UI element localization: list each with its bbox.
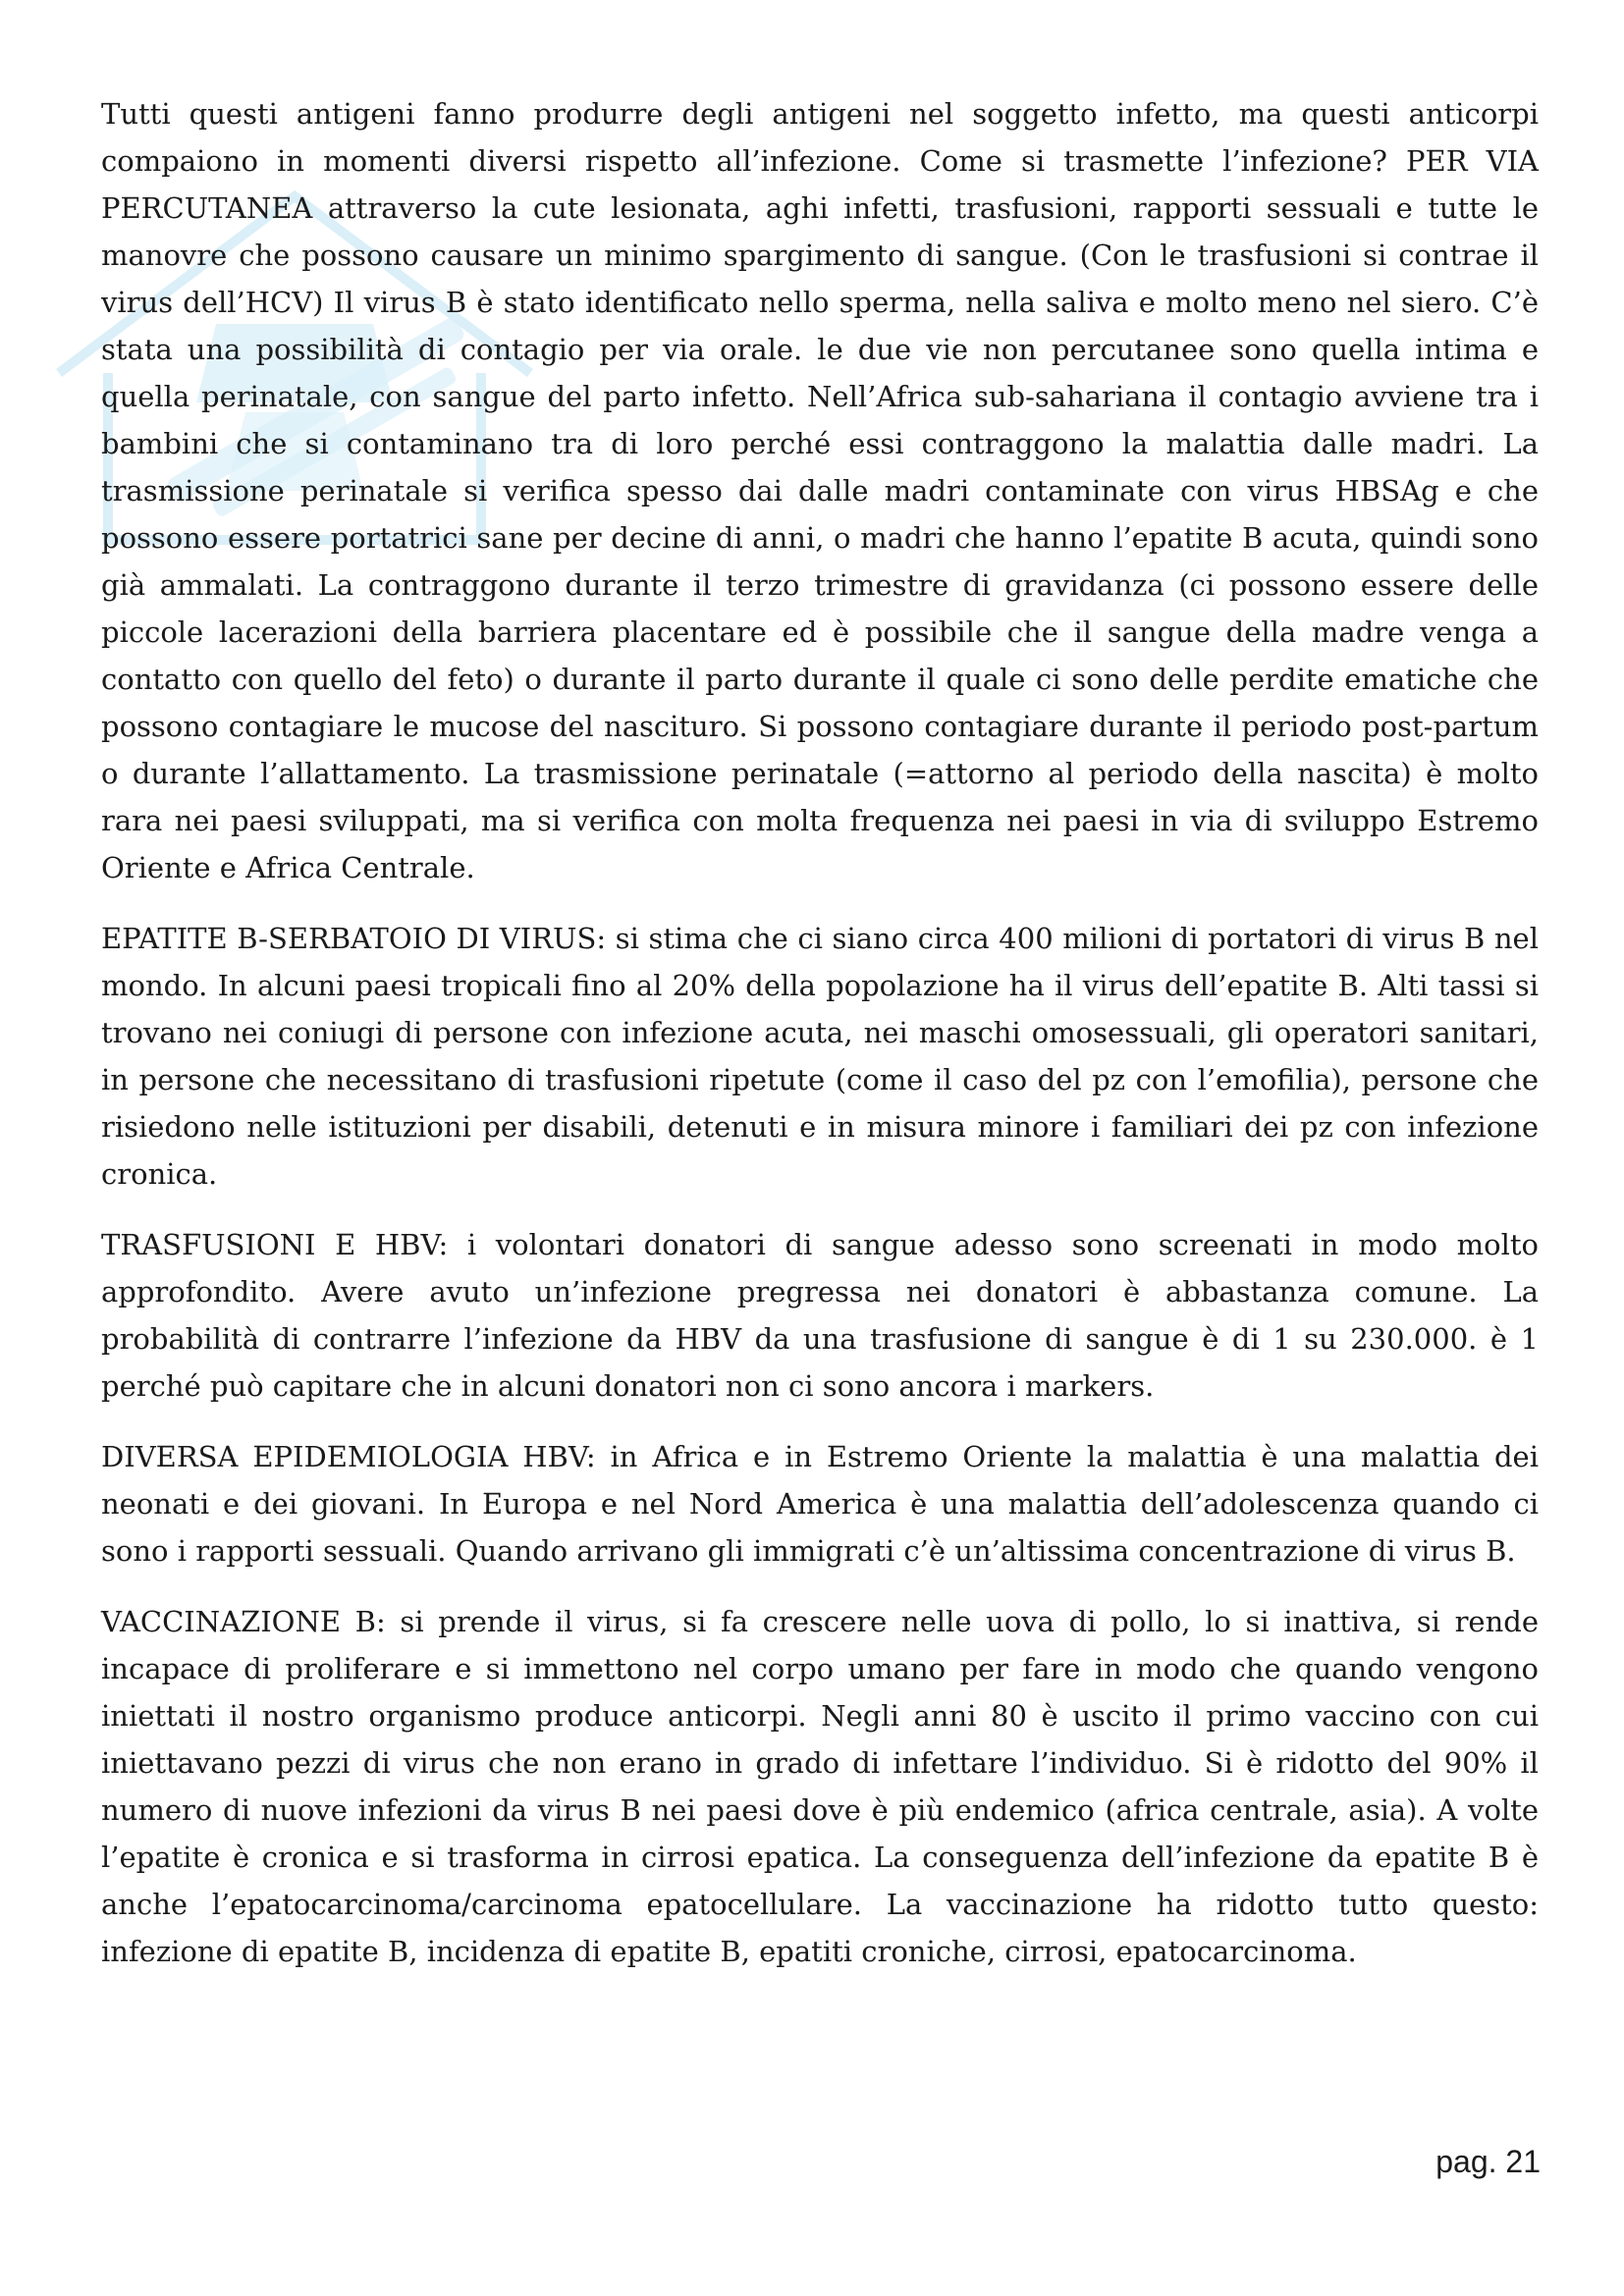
page-number: pag. 21 bbox=[1435, 2144, 1541, 2179]
paragraph-epidemiology: DIVERSA EPIDEMIOLOGIA HBV: in Africa e in Estremo Oriente la malattia è una malattia dei neonati e dei giovani. In Europa e nel Nord America è una malattia dell’adolescenza quando ci sono i rapporti sessuali. Quando arrivano gli immigrati c’è un’altissima concentrazione di virus B. bbox=[101, 1440, 1539, 1568]
paragraph-reservoir: EPATITE B-SERBATOIO DI VIRUS: si stima che ci siano circa 400 milioni di portatori di virus B nel mondo. In alcuni paesi tropicali fino al 20% della popolazione ha il virus dell’epatite B. Alti tassi si trovano nei coniugi di persone con infezione acuta, nei maschi omosessuali, gli operatori sanitari, in persone che necessitano di trasfusioni ripetute (come il caso del pz con l’emofilia), persone che risiedono nelle istituzioni per disabili, detenuti e in misura minore i familiari dei pz con infezione cronica. bbox=[101, 922, 1539, 1191]
paragraph-transfusions: TRASFUSIONI E HBV: i volontari donatori di sangue adesso sono screenati in modo molto approfondito. Avere avuto un’infezione pregressa nei donatori è abbastanza comune. La probabilità di contrarre l’infezione da HBV da una trasfusione di sangue è di 1 su 230.000. è 1 perché può capitare che in alcuni donatori non ci sono ancora i markers. bbox=[101, 1228, 1539, 1403]
paragraph-vaccination: VACCINAZIONE B: si prende il virus, si fa crescere nelle uova di pollo, lo si inattiva, si rende incapace di proliferare e si immettono nel corpo umano per fare in modo che quando vengono iniettati il nostro organismo produce anticorpi. Negli anni 80 è uscito il primo vaccino con cui iniettavano pezzi di virus che non erano in grado di infettare l’individuo. Si è ridotto del 90% il numero di nuove infezioni da virus B nei paesi dove è più endemico (africa centrale, asia). A volte l’epatite è cronica e si trasforma in cirrosi epatica. La conseguenza dell’infezione da epatite B è anche l’epatocarcinoma/carcinoma epatocellulare. La vaccinazione ha ridotto tutto questo: infezione di epatite B, incidenza di epatite B, epatiti croniche, cirrosi, epatocarcinoma. bbox=[101, 1605, 1539, 1968]
document-body bbox=[101, 90, 1539, 1999]
paragraph-transmission: Tutti questi antigeni fanno produrre degli antigeni nel soggetto infetto, ma questi anticorpi compaiono in momenti diversi rispetto all’infezione. Come si trasmette l’infezione? PER VIA PERCUTANEA attraverso la cute lesionata, aghi infetti, trasfusioni, rapporti sessuali e tutte le manovre che possono causare un minimo spargimento di sangue. (Con le trasfusioni si contrae il virus dell’HCV) Il virus B è stato identificato nello sperma, nella saliva e molto meno nel siero. C’è stata una possibilità di contagio per via orale. le due vie non percutanee sono quella intima e quella perinatale, con sangue del parto infetto. Nell’Africa sub-sahariana il contagio avviene tra i bambini che si contaminano tra di loro perché essi contraggono la malattia dalle madri. La trasmissione perinatale si verifica spesso dai dalle madri contaminate con virus HBSAg e che possono essere portatrici sane per decine di anni, o madri che hanno l’epatite B acuta, quindi sono già ammalati. La contraggono durante il terzo trimestre di gravidanza (ci possono essere delle piccole lacerazioni della barriera placentare ed è possibile che il sangue della madre venga a contatto con quello del feto) o durante il parto durante il quale ci sono delle perdite ematiche che possono contagiare le mucose del nascituro. Si possono contagiare durante il periodo post-partum o durante l’allattamento. La trasmissione perinatale (=attorno al periodo della nascita) è molto rara nei paesi sviluppati, ma si verifica con molta frequenza nei paesi in via di sviluppo Estremo Oriente e Africa Centrale. bbox=[101, 97, 1539, 884]
